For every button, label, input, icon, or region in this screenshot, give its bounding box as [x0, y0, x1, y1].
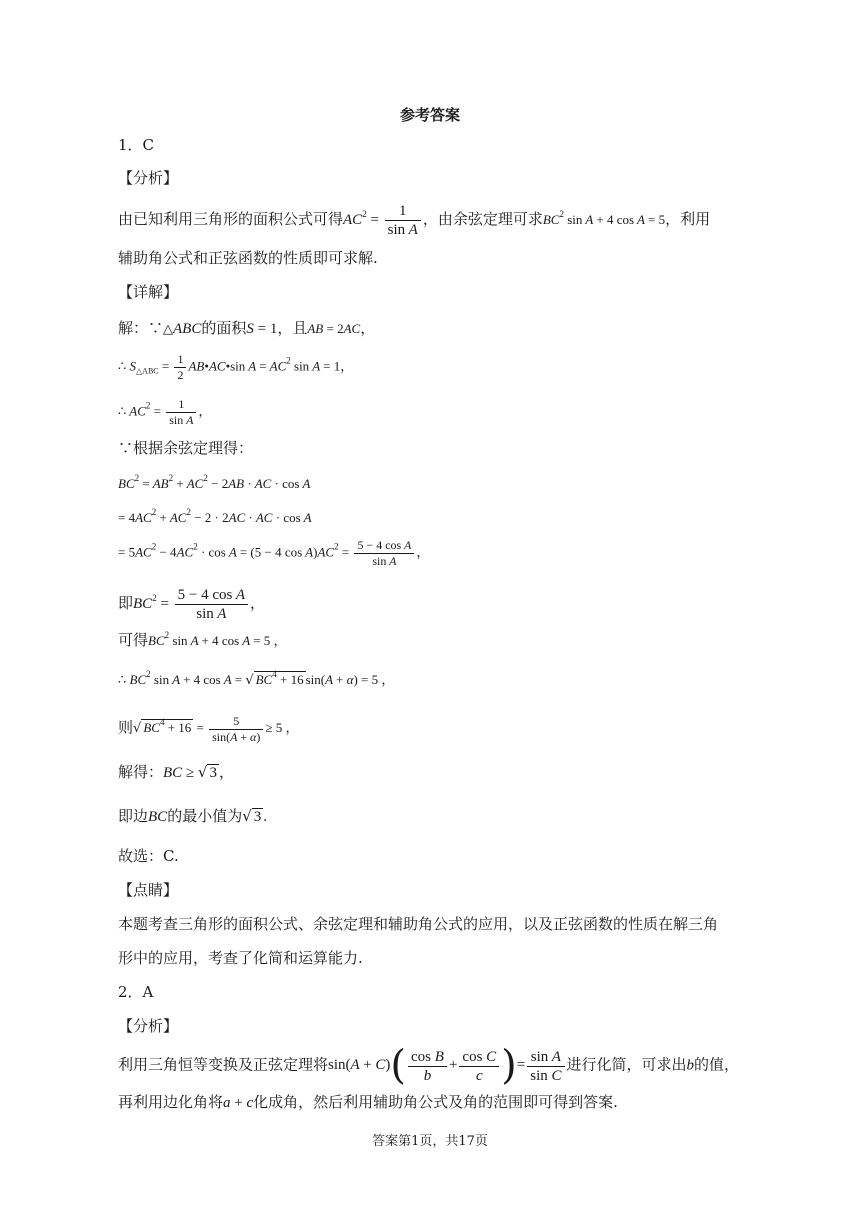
q1-choose: 故选：C. — [118, 847, 179, 865]
q1-comment-line1: 本题考查三角形的面积公式、余弦定理和辅助角公式的应用，以及正弦函数的性质在解三角 — [118, 915, 719, 933]
q2-analysis-line1: 利用三角恒等变换及正弦定理将sin(A + C)( $\frac{\text{cos B}}{b}$ + $\frac{\text{cos C}}{c}$ )= $\frac{\text{sin A}}{\text{sin C}}$ 进行化简，可求出b的值， — [118, 1043, 740, 1089]
q1-area-formula: ∴ $S_{\triangle ABC}$ = $\frac{1}{2}$ AB•AC•sin $A = AC^2$ sin A = 1， — [118, 352, 354, 382]
q1-aux-angle: ∴ $BC^2$ sin A + 4 cos A = √ $BC^4 + 16$ sin(A + α) = 5 ， — [118, 669, 395, 688]
q1-analysis-line1: 由已知利用三角形的面积公式可得$AC^2$ = $\frac{1}{\text{sin A}}$ ，由余弦定理可求$BC^2$ sin A + 4 cos A = 5，利用 — [118, 203, 711, 238]
q2-analysis-line2: 再利用边化角将a + c化成角，然后利用辅助角公式及角的范围即可得到答案. — [118, 1093, 618, 1111]
q1-ze-line: 则√ $BC^4 + 16$ = $\frac{5}{\sin(A + \alpha)}$ ≥ 5 ， — [118, 714, 299, 744]
q1-ac2-result: ∴ $AC^2$ = $\frac{1}{\text{sin A}}$ ， — [118, 397, 212, 427]
q1-comment-line2: 形中的应用，考查了化简和运算能力. — [118, 949, 363, 967]
q1-answer: 1．C — [118, 136, 155, 154]
q1-analysis-label: 【分析】 — [118, 169, 179, 187]
q1-comment-label: 【点睛】 — [118, 881, 179, 899]
q1-min-line: 即边BC的最小值为√ 3 . — [118, 807, 268, 825]
q2-answer: 2．A — [118, 983, 154, 1001]
q1-detail-label: 【详解】 — [118, 283, 179, 301]
q1-cos-step3: = $5AC^2 - 4AC^2 \cdot \cos A = (5 - 4$ $\cos A)AC^2$ = $\frac{\text{5 − 4 cos A}}{\text{sin A}}$ ， — [118, 538, 430, 568]
q1-cos-step1: $BC^2 = AB^2 + AC^2 - 2AB$ · AC · cos A — [118, 473, 311, 491]
q1-kede-line: 可得$BC^2$ sin A + 4 cos A = 5 ， — [118, 630, 287, 649]
q1-cos-step2: = $4AC^2 + AC^2 - 2 \cdot 2AC$ · AC · cos A — [118, 507, 312, 525]
q1-ji-line: 即$BC^2$ = $\frac{\text{5 − 4 cos A}}{\text{sin A}}$ ， — [118, 587, 266, 622]
page-title: 参考答案 — [399, 106, 460, 124]
q2-analysis-label: 【分析】 — [118, 1017, 179, 1035]
formula-bc2-sin: $BC^2$ sin A + 4 cos A = 5 — [542, 208, 666, 227]
page-footer: 答案第1页，共17页 — [372, 1134, 488, 1149]
q1-cos-law-label: ∵根据余弦定理得： — [118, 439, 254, 457]
q1-solve-line: 解：∵△ABC的面积S = 1，且AB = 2AC， — [118, 319, 376, 337]
q1-analysis-line2: 辅助角公式和正弦函数的性质即可求解. — [118, 249, 378, 267]
formula-ac2: $AC^2$ = $\frac{1}{\text{sin A}}$ — [343, 212, 423, 228]
q1-jiede-line: 解得：BC ≥ √ 3 ， — [118, 763, 234, 781]
